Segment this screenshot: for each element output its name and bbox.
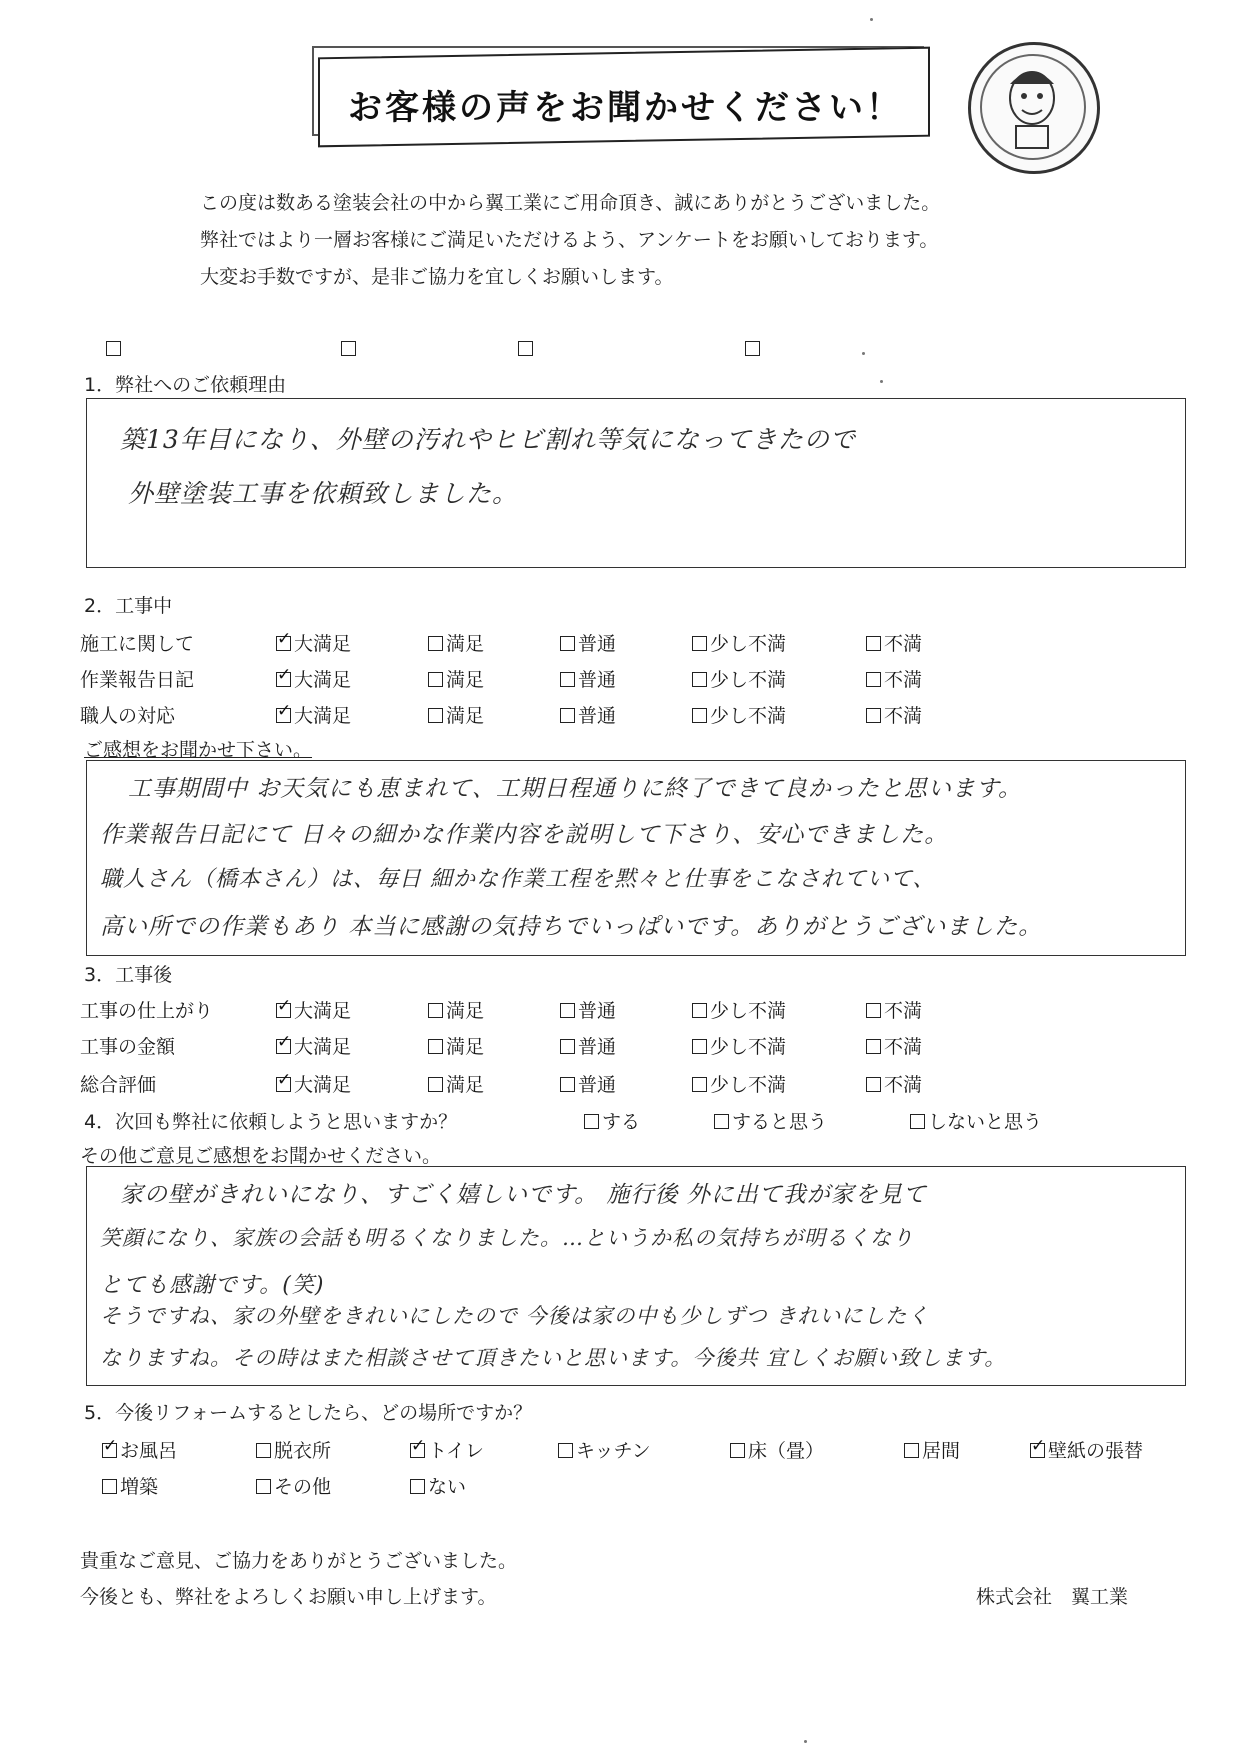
rating-option[interactable]: 不満 (866, 629, 922, 656)
closing-line-1: 貴重なご意見、ご協力をありがとうございました。 (80, 1550, 518, 1572)
page-title: お客様の声をお聞かせください！ (348, 88, 903, 128)
q1-label: 1．弊社へのご依頼理由 (84, 374, 287, 396)
rating-option[interactable]: 満足 (428, 701, 484, 728)
impressions-line-1: 工事期間中 お天気にも恵まれて、工期日程通りに終了できて良かったと思います。 (128, 776, 1023, 802)
q3-row-label: 総合評価 (80, 1074, 157, 1096)
q2-row-label: 職人の対応 (80, 705, 176, 727)
rating-option[interactable]: 少し不満 (692, 1070, 786, 1097)
reform-option[interactable]: ✓ トイレ (410, 1436, 484, 1463)
scan-speck (862, 352, 865, 355)
blank-checkbox[interactable] (341, 341, 356, 356)
other-answer-line-3: とても感謝です。(笑) (100, 1273, 325, 1298)
rating-option[interactable]: 不満 (866, 996, 922, 1023)
q4-option[interactable]: する (584, 1107, 640, 1134)
rating-option[interactable]: ✓大満足 (276, 701, 351, 728)
scan-speck (804, 1740, 807, 1743)
rating-option[interactable]: ✓大満足 (276, 629, 351, 656)
q2-label: 2．工事中 (84, 595, 173, 617)
mascot-face-icon (990, 60, 1074, 156)
intro-line-1: この度は数ある塗装会社の中から翼工業にご用命頂き、誠にありがとうございました。 (200, 192, 941, 214)
rating-option[interactable]: 少し不満 (692, 701, 786, 728)
rating-option[interactable]: 満足 (428, 629, 484, 656)
rating-option[interactable]: 満足 (428, 1032, 484, 1059)
scan-speck (870, 18, 873, 21)
scan-speck (880, 380, 883, 383)
q1-answer-line-2: 外壁塗装工事を依頼致しました。 (128, 479, 519, 508)
intro-line-3: 大変お手数ですが、是非ご協力を宜しくお願いします。 (200, 266, 674, 288)
other-answer-line-2: 笑顔になり、家族の会話も明るくなりました。…というか私の気持ちが明るくなり (100, 1226, 914, 1250)
rating-option[interactable]: 不満 (866, 665, 922, 692)
other-answer-line-4: そうですね、家の外壁をきれいにしたので 今後は家の中も少しずつ きれいにしたく (100, 1304, 930, 1328)
rating-option[interactable]: 普通 (560, 1032, 616, 1059)
rating-option[interactable]: 少し不満 (692, 665, 786, 692)
intro-line-2: 弊社ではより一層お客様にご満足いただけるよう、アンケートをお願いしております。 (200, 229, 939, 251)
q4-option[interactable]: すると思う (714, 1107, 827, 1134)
reform-option[interactable]: ✓お風呂 (102, 1436, 177, 1463)
reform-option[interactable]: ない (410, 1472, 466, 1499)
rating-option[interactable]: 普通 (560, 701, 616, 728)
reform-option[interactable]: ✓ 壁紙の張替 (1030, 1436, 1143, 1463)
q4-label: 4．次回も弊社に依頼しようと思いますか？ (84, 1111, 458, 1133)
closing-line-2: 今後とも、弊社をよろしくお願い申し上げます。 (80, 1586, 497, 1608)
other-label: その他ご意見ご感想をお聞かせください。 (80, 1145, 442, 1167)
rating-option[interactable]: ✓大満足 (276, 1070, 351, 1097)
rating-option[interactable]: 少し不満 (692, 996, 786, 1023)
impressions-line-4: 高い所での作業もあり 本当に感謝の気持ちでいっぱいです。ありがとうございました。 (100, 914, 1043, 940)
rating-option[interactable]: 少し不満 (692, 629, 786, 656)
reform-option[interactable]: 増築 (102, 1472, 158, 1499)
rating-option[interactable]: ✓大満足 (276, 665, 351, 692)
q1-answer-line-1: 築13年目になり、外壁の汚れやヒビ割れ等気になってきたので (120, 425, 856, 454)
rating-option[interactable]: 普通 (560, 665, 616, 692)
rating-option[interactable]: 普通 (560, 1070, 616, 1097)
rating-option[interactable]: ✓大満足 (276, 996, 351, 1023)
rating-option[interactable]: 不満 (866, 1070, 922, 1097)
rating-option[interactable]: 満足 (428, 665, 484, 692)
reform-option[interactable]: 居間 (904, 1436, 960, 1463)
blank-checkbox[interactable] (106, 341, 121, 356)
impressions-line-3: 職人さん（橋本さん）は、毎日 細かな作業工程を黙々と仕事をこなされていて、 (100, 867, 936, 892)
q2-row-label: 施工に関して (80, 633, 195, 655)
impressions-label: ご感想をお聞かせ下さい。 (84, 739, 313, 761)
q3-row-label: 工事の金額 (80, 1036, 176, 1058)
reform-option[interactable]: キッチン (558, 1436, 651, 1463)
company-name: 株式会社 翼工業 (976, 1586, 1129, 1608)
q4-option[interactable]: しないと思う (910, 1107, 1042, 1134)
rating-option[interactable]: 不満 (866, 1032, 922, 1059)
q3-row-label: 工事の仕上がり (80, 1000, 214, 1022)
reform-option[interactable]: その他 (256, 1472, 331, 1499)
q5-label: 5．今後リフォームするとしたら、どの場所ですか？ (84, 1402, 533, 1424)
q3-label: 3．工事後 (84, 964, 173, 986)
rating-option[interactable]: 普通 (560, 629, 616, 656)
rating-option[interactable]: ✓大満足 (276, 1032, 351, 1059)
reform-option[interactable]: 床（畳） (730, 1436, 824, 1463)
other-answer-line-5: なりますね。その時はまた相談させて頂きたいと思います。今後共 宜しくお願い致します。 (100, 1346, 1007, 1370)
other-answer-line-1: 家の壁がきれいになり、すごく嬉しいです。 施行後 外に出て我が家を見て (120, 1182, 927, 1208)
rating-option[interactable]: 普通 (560, 996, 616, 1023)
reform-option[interactable]: 脱衣所 (256, 1436, 331, 1463)
blank-checkbox[interactable] (745, 341, 760, 356)
rating-option[interactable]: 不満 (866, 701, 922, 728)
rating-option[interactable]: 少し不満 (692, 1032, 786, 1059)
impressions-line-2: 作業報告日記にて 日々の細かな作業内容を説明して下さり、安心できました。 (100, 822, 949, 848)
rating-option[interactable]: 満足 (428, 996, 484, 1023)
blank-checkbox[interactable] (518, 341, 533, 356)
q2-row-label: 作業報告日記 (80, 669, 195, 691)
rating-option[interactable]: 満足 (428, 1070, 484, 1097)
